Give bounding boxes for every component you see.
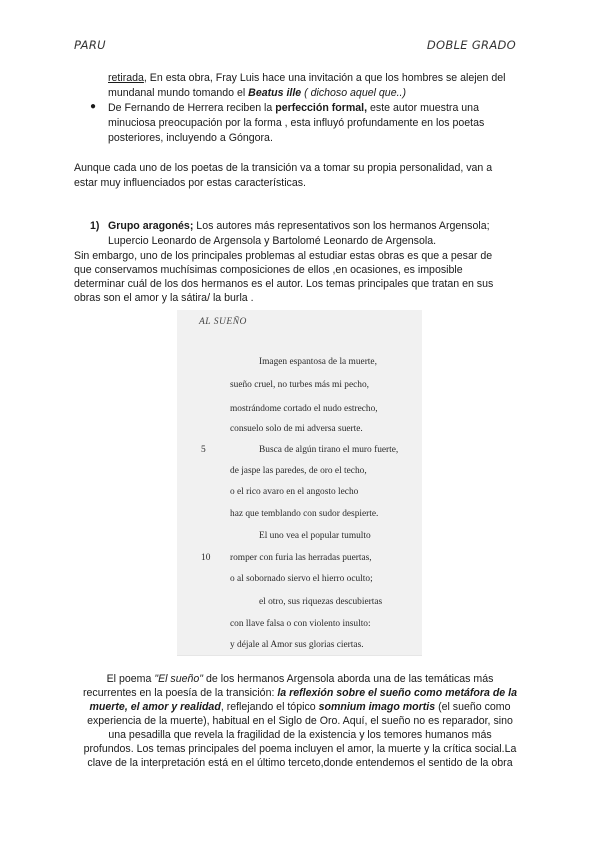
poem-line: El uno vea el popular tumulto (259, 531, 371, 541)
line-number-5: 5 (201, 445, 206, 455)
section-line-1 (108, 219, 490, 234)
analysis-line-7: clave de la interpretación está en el último terceto,donde entendemos el sentido de la obra (87, 757, 513, 769)
analysis-l3-bold-italic: muerte, el amor y realidad (89, 701, 221, 713)
beatus-ille: Beatus ille (248, 87, 302, 99)
poem-line: Busca de algún tirano el muro fuerte, (259, 445, 399, 455)
poem-line: o el rico avaro en el angosto lecho (230, 487, 359, 497)
analysis-line-1 (60, 672, 540, 687)
analysis-line-2 (60, 686, 540, 701)
intro-line-1-text: , En esta obra, Fray Luis hace una invitación a que los hombres se alejen del (143, 72, 506, 84)
analysis-line-6: profundos. Los temas principales del poema incluyen el amor, la muerte y la crítica social.La (83, 743, 517, 755)
poem-line: o al sobornado siervo el hierro oculto; (230, 574, 373, 584)
section-number (90, 219, 99, 234)
para1-line-2: estar muy influenciados por estas características. (74, 177, 306, 189)
intro-line-2 (108, 86, 406, 101)
poem-line: consuelo solo de mi adversa suerte. (230, 424, 363, 434)
poem-line: con llave falsa o con violento insulto: (230, 619, 371, 629)
poem-scan (177, 310, 422, 656)
bullet-line-3: posteriores, incluyendo a Góngora. (108, 132, 273, 144)
bullet-post: este autor muestra una (367, 102, 479, 114)
poem-line: sueño cruel, no turbes más mi pecho, (230, 380, 370, 390)
header-left: PARU (74, 38, 106, 52)
section-line-2: Lupercio Leonardo de Argensola y Bartolomé Leonardo de Argensola. (108, 235, 437, 247)
analysis-l2-bold-italic: la reflexión sobre el sueño como metáfora de la (277, 687, 517, 699)
section-line-1-rest: Los autores más representativos son los hermanos Argensola; (193, 220, 490, 232)
header-right: DOBLE GRADO (426, 38, 516, 52)
line-number-10: 10 (201, 553, 211, 563)
intro-line-2-text: mundanal mundo tomando el (108, 87, 249, 99)
intro-line-1 (108, 71, 506, 86)
section-body-1: Sin embargo, uno de los principales problemas al estudiar estas obras es que a pesar de (74, 250, 493, 262)
intro-line-2-italic: ( dichoso aquel que..) (301, 87, 406, 99)
analysis-l3-post: (el sueño como (435, 701, 511, 713)
poem-line: mostrándome cortado el nudo estrecho, (230, 404, 378, 414)
section-title: Grupo aragonés; (108, 220, 194, 232)
somnium-imago-mortis: somnium imago mortis (318, 701, 436, 713)
bullet-line-1 (108, 101, 479, 116)
bullet-line-2: minuciosa preocupación por la forma , esta influyó profundamente en los poetas (108, 117, 485, 129)
analysis-l2-pre: recurrentes en la poesía de la transición: (83, 687, 278, 699)
section-body-2: que conservamos muchísimas composiciones de ellos ,en ocasiones, es imposible (74, 264, 463, 276)
analysis-line-4: experiencia de la muerte), habitual en el Siglo de Oro. Aquí, el sueño no es reparador, sino (87, 715, 513, 727)
section-body-3: determinar cuál de los dos hermanos es el autor. Los temas principales que tratan en sus (74, 278, 494, 290)
bullet-dot-icon: ● (90, 101, 97, 112)
section-body-4: obras son el amor y la sátira/ la burla . (74, 292, 254, 304)
retirada-link-text: retirada (108, 72, 144, 84)
poem-line: el otro, sus riquezas descubiertas (259, 597, 383, 607)
poem-title: AL SUEÑO (199, 317, 247, 327)
poem-line: romper con furia las herradas puertas, (230, 553, 372, 563)
section-number-text: 1) (90, 220, 100, 232)
bullet-pre: De Fernando de Herrera reciben la (108, 102, 276, 114)
poem-line: y déjale al Amor sus glorias ciertas. (230, 640, 364, 650)
poem-line: Imagen espantosa de la muerte, (259, 357, 377, 367)
poem-line: de jaspe las paredes, de oro el techo, (230, 466, 367, 476)
para1-line-1: Aunque cada uno de los poetas de la transición va a tomar su propia personalidad, van a (74, 162, 493, 174)
analysis-l1-post: de los hermanos Argensola aborda una de las temáticas más (203, 673, 494, 685)
analysis-l3-mid: , reflejando el tópico (220, 701, 319, 713)
analysis-poem-title: "El sueño" (154, 673, 204, 685)
analysis-line-5: una pesadilla que revela la fragilidad de la existencia y los temores humanos más (108, 729, 492, 741)
analysis-l1-pre: El poema (106, 673, 155, 685)
poem-line: haz que temblando con sudor despierte. (230, 509, 379, 519)
bullet-bold: perfección formal, (275, 102, 368, 114)
analysis-line-3 (60, 700, 540, 715)
